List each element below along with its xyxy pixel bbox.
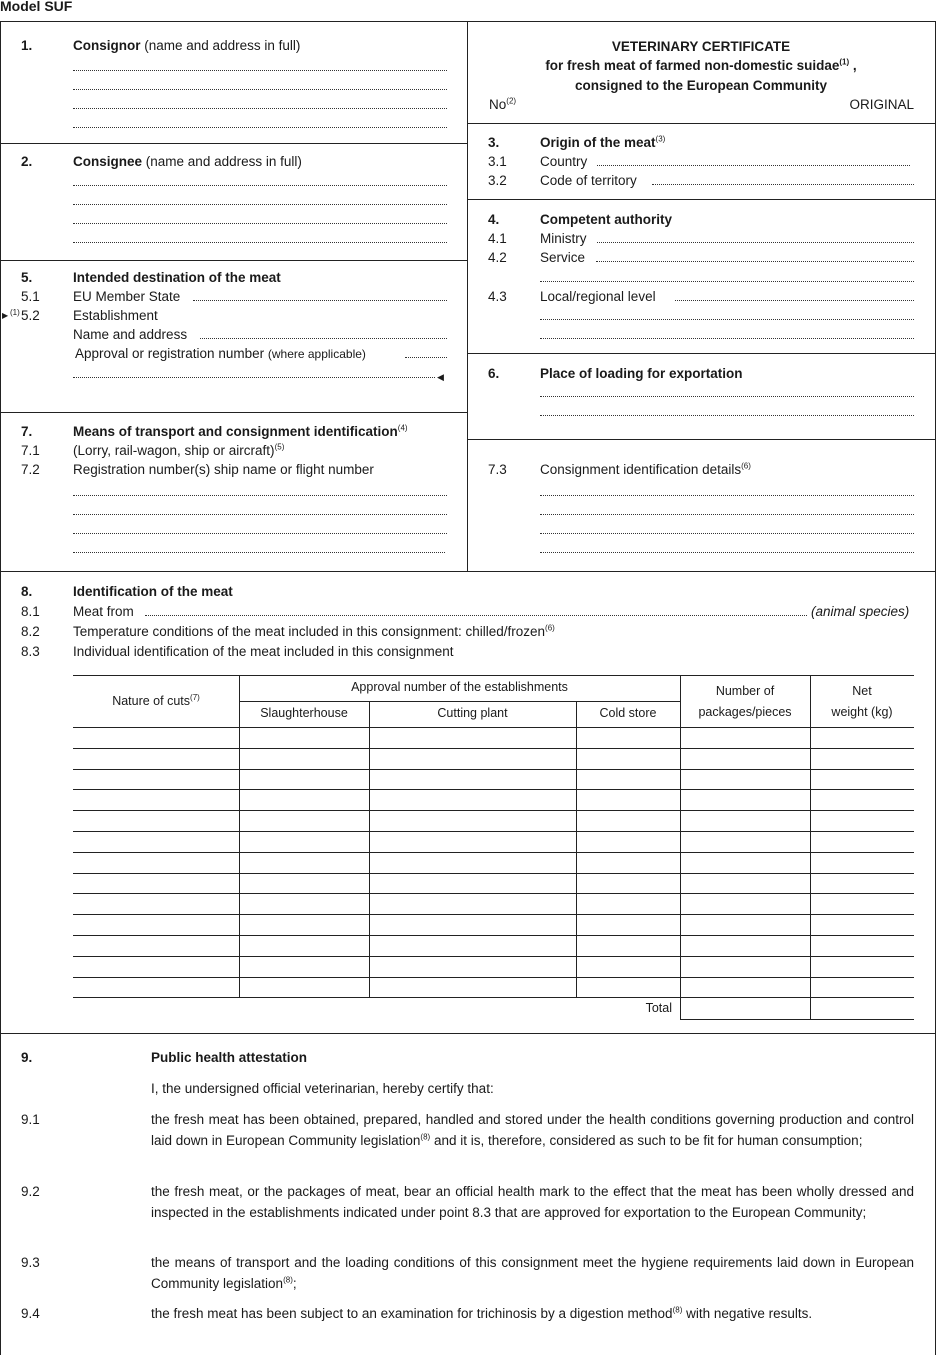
consignee-label xyxy=(73,153,302,171)
meat-from-label: Meat from xyxy=(73,604,134,619)
transport-title-text: Means of transport and consignment identification xyxy=(73,424,398,439)
divider xyxy=(0,412,467,413)
item-number: 5.1 xyxy=(21,289,40,304)
transport-type-text: (Lorry, rail-wagon, ship or aircraft) xyxy=(73,443,275,458)
consignor-title: Consignor xyxy=(73,38,141,53)
consignee-field[interactable] xyxy=(73,223,447,224)
registration-label: Registration number(s) ship name or flight number xyxy=(73,462,374,477)
table-line xyxy=(369,701,370,997)
table-row[interactable] xyxy=(73,748,914,749)
ministry-label: Ministry xyxy=(540,231,587,246)
table-row[interactable] xyxy=(73,997,914,998)
attestation-text: the fresh meat has been obtained, prepared, handled and stored under the health conditions governing production and control laid down in European Community legislation xyxy=(151,1112,914,1148)
section-number: 1. xyxy=(21,38,33,53)
authority-title: Competent authority xyxy=(540,212,673,227)
attestation-item: the fresh meat has been obtained, prepared, handled and stored under the health conditions governing production and control laid down in European Community legislation$^{(8)}$ and it is, therefore, considered as such to be fit for human consumption; xyxy=(151,1112,914,1148)
divider xyxy=(0,143,467,144)
consignee-title: Consignee xyxy=(73,154,143,169)
consignor-field[interactable] xyxy=(73,89,447,90)
name-address-field[interactable] xyxy=(200,338,447,339)
original-label: ORIGINAL xyxy=(849,97,914,112)
consignment-details-text: Consignment identification details xyxy=(540,462,742,477)
origin-title: Origin of the meat$^{(3)}$ xyxy=(540,134,666,150)
item-number: 3.1 xyxy=(488,154,507,169)
col-packages-header-1: Number of xyxy=(715,684,775,698)
attestation-text: the fresh meat has been subject to an examination for trichinosis by a digestion method xyxy=(151,1306,673,1321)
divider xyxy=(467,353,935,354)
frame-right xyxy=(935,21,936,1355)
col-cutting-plant-header: Cutting plant xyxy=(437,706,508,720)
section-number: 6. xyxy=(488,366,500,381)
table-line xyxy=(73,727,914,728)
no-text: No xyxy=(489,97,507,112)
attestation-text: ; xyxy=(292,1275,297,1291)
footnote-ref: 8 xyxy=(285,1275,291,1284)
item-number: 9.3 xyxy=(21,1255,40,1270)
service-field[interactable] xyxy=(540,281,914,282)
frame-middle xyxy=(467,21,468,572)
attestation-title: Public health attestation xyxy=(151,1050,308,1065)
ministry-field[interactable] xyxy=(597,242,914,243)
table-line xyxy=(239,675,240,997)
divider xyxy=(467,123,935,124)
loading-field[interactable] xyxy=(540,396,914,397)
consignment-details-field[interactable] xyxy=(540,533,914,534)
consignment-details-label: Consignment identification details$^{(6)}$ xyxy=(540,461,751,477)
consignor-field[interactable] xyxy=(73,70,447,71)
consignment-details-field[interactable] xyxy=(540,514,914,515)
section-number: 7. xyxy=(21,424,33,439)
local-level-field[interactable] xyxy=(675,300,914,301)
col-packages-header-2: packages/pieces xyxy=(698,705,792,719)
item-number: 9.4 xyxy=(21,1306,40,1321)
divider xyxy=(467,199,935,200)
consignee-note: (name and address in full) xyxy=(145,154,302,169)
registration-field[interactable] xyxy=(73,495,447,496)
transport-title: Means of transport and consignment identification$^{(4)}$ xyxy=(73,423,408,439)
table-row[interactable] xyxy=(73,873,914,874)
registration-field[interactable] xyxy=(73,533,447,534)
table-row[interactable] xyxy=(73,769,914,770)
approval-note: (where applicable) xyxy=(267,347,366,361)
consignor-field[interactable] xyxy=(73,127,447,128)
consignee-field[interactable] xyxy=(73,242,447,243)
table-row[interactable] xyxy=(73,893,914,894)
footnote-ref: 8 xyxy=(675,1305,680,1315)
attestation-text: with negative results. xyxy=(682,1306,813,1321)
col-net-header-1: Net xyxy=(852,684,872,698)
divider xyxy=(0,571,935,572)
table-row[interactable] xyxy=(73,831,914,832)
footnote-ref: 6 xyxy=(743,461,749,471)
name-address-label: Name and address xyxy=(73,327,188,342)
item-number: 8.3 xyxy=(21,644,40,659)
item-number: 8.2 xyxy=(21,624,40,639)
table-line xyxy=(239,701,680,702)
service-field[interactable] xyxy=(596,261,914,262)
country-field[interactable] xyxy=(597,165,910,166)
table-row[interactable] xyxy=(73,914,914,915)
loading-title: Place of loading for exportation xyxy=(540,366,743,381)
footnote-ref: 1 xyxy=(842,57,847,67)
establishment-label: Establishment xyxy=(73,308,158,323)
footnote-ref: 7 xyxy=(192,692,198,702)
table-line xyxy=(810,675,811,1019)
approval-field[interactable] xyxy=(405,357,447,358)
item-number: 7.1 xyxy=(21,443,40,458)
footnote-ref: 8 xyxy=(423,1132,428,1141)
table-row[interactable] xyxy=(73,935,914,936)
col-slaughterhouse-header: Slaughterhouse xyxy=(260,706,348,720)
member-state-label: EU Member State xyxy=(73,289,181,304)
item-number: 7.3 xyxy=(488,462,507,477)
footnote-ref: 5 xyxy=(277,442,282,452)
member-state-field[interactable] xyxy=(193,300,447,301)
individual-id-label: Individual identification of the meat included in this consignment xyxy=(73,644,454,659)
consignment-details-field[interactable] xyxy=(540,552,914,553)
consignee-field[interactable] xyxy=(73,185,447,186)
section-number: 5. xyxy=(21,270,33,285)
footnote-ref: 2 xyxy=(508,96,514,106)
item-number: 9.2 xyxy=(21,1184,40,1199)
attestation-item: the fresh meat has been subject to an examination for trichinosis by a digestion method$^{(8)}$ with negative results. xyxy=(151,1305,813,1321)
certificate-subtitle: for fresh meat of farmed non-domestic suidae$^{(1)}$ , xyxy=(545,57,857,73)
local-level-label: Local/regional level xyxy=(540,289,656,304)
col-approval-header: Approval number of the establishments xyxy=(351,680,568,694)
section-number: 9. xyxy=(21,1050,33,1065)
local-level-field[interactable] xyxy=(540,338,914,339)
destination-extra-field[interactable] xyxy=(73,377,435,378)
section-number: 8. xyxy=(21,584,33,599)
certificate-number-label: No$^{(2)}$ xyxy=(489,96,517,112)
section-number: 3. xyxy=(488,135,500,150)
consignee-field[interactable] xyxy=(73,204,447,205)
item-number: 4.1 xyxy=(488,231,507,246)
divider xyxy=(0,260,467,261)
section-number: 2. xyxy=(21,154,33,169)
divider xyxy=(467,439,935,440)
consignment-details-field[interactable] xyxy=(540,495,914,496)
marker-right-icon: ◀ xyxy=(437,372,444,382)
service-label: Service xyxy=(540,250,586,265)
attestation-item xyxy=(151,1182,914,1223)
col-net-header-2: weight (kg) xyxy=(831,705,893,719)
territory-label: Code of territory xyxy=(540,173,637,188)
footnote-ref: 6 xyxy=(547,623,553,633)
table-row[interactable] xyxy=(73,852,914,853)
temperature-text: Temperature conditions of the meat included in this consignment: chilled/frozen xyxy=(73,624,546,639)
model-title: Model SUF xyxy=(0,0,73,14)
consignor-note: (name and address in full) xyxy=(144,38,301,53)
attestation-text: the fresh meat, or the packages of meat, bear an official health mark to the effect that the meat has been wholly dressed and inspected in the establishments indicated under point 8.3 that are approved for exportation to the European Community; xyxy=(151,1184,914,1220)
attestation-text: the means of transport and the loading conditions of this consignment meet the hygiene requirements laid down in European Community legislation xyxy=(151,1255,914,1291)
marker-ref: (1) xyxy=(10,308,20,317)
origin-title-text: Origin of the meat xyxy=(540,135,656,150)
col-cold-store-header: Cold store xyxy=(599,706,657,720)
certificate-subtitle-2: consigned to the European Community xyxy=(574,78,827,93)
destination-title: Intended destination of the meat xyxy=(73,270,281,285)
table-row[interactable] xyxy=(73,977,914,978)
certificate-title: VETERINARY CERTIFICATE xyxy=(611,39,791,54)
item-number: 7.2 xyxy=(21,462,40,477)
temperature-label: Temperature conditions of the meat included in this consignment: chilled/frozen$^{(6)}$ xyxy=(73,623,555,639)
loading-field[interactable] xyxy=(540,415,914,416)
table-row[interactable] xyxy=(73,789,914,790)
attestation-text: and it is, therefore, considered as such to be fit for human consumption; xyxy=(430,1132,863,1148)
col-cuts-text: Nature of cuts xyxy=(112,694,191,708)
col-cuts-header: Nature of cuts$^{(7)}$ xyxy=(112,692,200,708)
consignor-field[interactable] xyxy=(73,108,447,109)
item-number: 4.2 xyxy=(488,250,507,265)
attestation-item: the means of transport and the loading conditions of this consignment meet the hygiene requirements laid down in European Community legislation$^{(8)}$; xyxy=(151,1255,914,1291)
marker-left-icon: ▶ xyxy=(2,311,9,320)
item-number: 8.1 xyxy=(21,604,40,619)
item-number: 9.1 xyxy=(21,1112,40,1127)
subtitle-text: for fresh meat of farmed non-domestic suidae xyxy=(545,58,840,73)
animal-species-field[interactable] xyxy=(145,615,807,616)
frame-left xyxy=(0,21,1,1355)
item-number: 5.2 xyxy=(21,308,40,323)
meat-identification-title: Identification of the meat xyxy=(73,584,233,599)
table-line xyxy=(576,701,577,997)
table-line xyxy=(680,1019,914,1020)
table-line xyxy=(680,675,681,1019)
table-row[interactable] xyxy=(73,810,914,811)
approval-text: Approval or registration number xyxy=(75,346,265,361)
item-number: 3.2 xyxy=(488,173,507,188)
animal-species-label: (animal species) xyxy=(811,604,910,619)
approval-label xyxy=(75,345,366,363)
country-label: Country xyxy=(540,154,588,169)
item-number: 4.3 xyxy=(488,289,507,304)
table-line xyxy=(73,675,914,676)
divider xyxy=(0,1033,935,1034)
table-row[interactable] xyxy=(73,956,914,957)
local-level-field[interactable] xyxy=(540,319,914,320)
territory-field[interactable] xyxy=(652,184,914,185)
registration-field[interactable] xyxy=(73,552,445,553)
footnote-ref: 4 xyxy=(400,423,405,433)
consignor-label xyxy=(73,37,300,55)
total-label: Total xyxy=(645,1001,672,1015)
transport-type-label: (Lorry, rail-wagon, ship or aircraft)$^{(5)}$ xyxy=(73,442,285,458)
footnote-ref: 3 xyxy=(658,134,663,144)
registration-field[interactable] xyxy=(73,514,447,515)
attestation-intro: I, the undersigned official veterinarian, hereby certify that: xyxy=(151,1081,494,1096)
section-number: 4. xyxy=(488,212,500,227)
